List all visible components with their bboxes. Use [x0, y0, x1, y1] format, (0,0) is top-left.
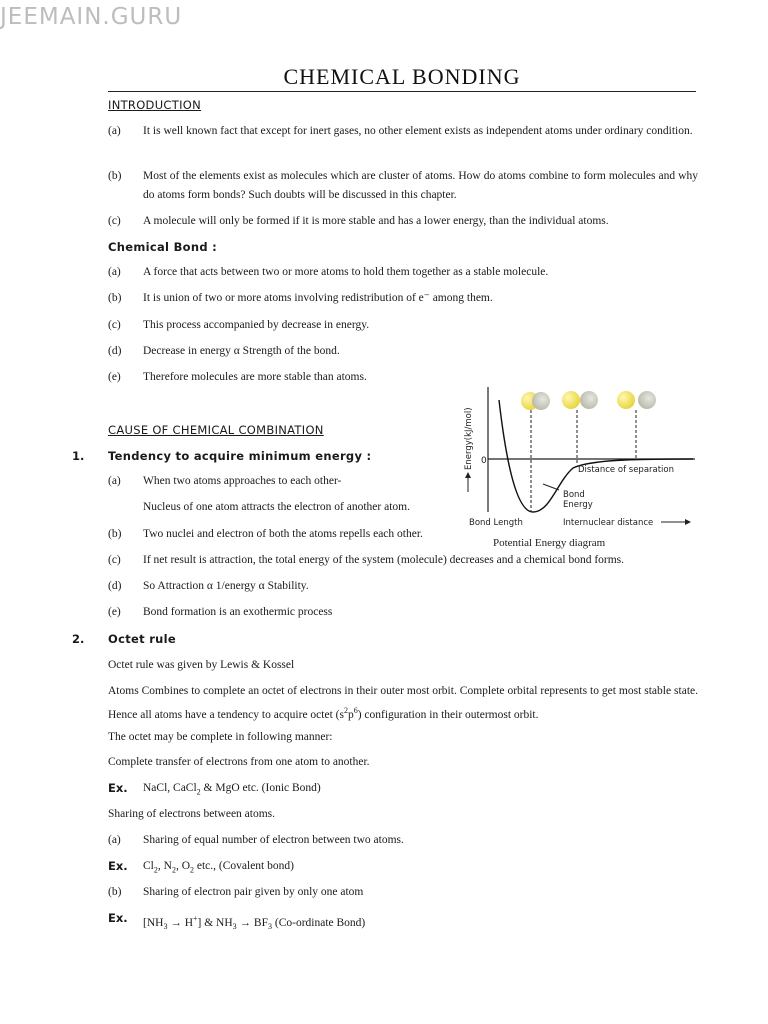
potential-energy-diagram: [455, 382, 700, 552]
bond-energy-pointer: [543, 484, 559, 490]
atom-icon: [638, 391, 656, 409]
y-axis-arrowhead-icon: [465, 472, 471, 478]
octet-paragraph: Atoms Combines to complete an octet of electrons in their outer most orbit. Complete orbital represents to get most stable state. Hence all atoms have a tendency to acquire octet $(s^2p^6)$ configuration in their outermost orbit.: [108, 685, 698, 721]
bond-item-text: A force that acts between two or more atoms to hold them together as a stable molecule.: [143, 266, 549, 278]
cause-item-text: When two atoms approaches to each other-: [143, 475, 342, 487]
energy-curve: [499, 400, 693, 512]
cause-item-text: So Attraction α 1/energy α Stability.: [143, 580, 309, 592]
example-covalent: $Cl_2$, $N_2$, $O_2$ etc., (Covalent bond): [143, 860, 294, 875]
cause-heading: CAUSE OF CHEMICAL COMBINATION: [108, 423, 324, 437]
cause-item-label: (e): [108, 606, 121, 618]
cause-item-label: (d): [108, 580, 122, 592]
intro-item-label: (c): [108, 215, 121, 227]
bond-item-text: Decrease in energy α Strength of the bond.: [143, 345, 340, 357]
cause-item-label: (a): [108, 475, 121, 487]
example-label: Ex.: [108, 911, 128, 925]
atom-icon: [562, 391, 580, 409]
bond-item-label: (e): [108, 371, 121, 383]
octet-item-text: Sharing of equal number of electron between two atoms.: [143, 834, 404, 846]
page-title: CHEMICAL BONDING: [283, 64, 521, 89]
cause-item-text: If net result is attraction, the total energy of the system (molecule) decreases and a chemical bond forms.: [143, 554, 625, 566]
watermark: JEEMAIN.GURU: [0, 4, 183, 30]
bond-item-label: (b): [108, 292, 122, 304]
point-title: Tendency to acquire minimum energy :: [108, 449, 372, 463]
chemical-bond-heading: Chemical Bond :: [108, 240, 218, 254]
example-ionic: NaCl, CaCl$_2$ & MgO etc. (Ionic Bond): [143, 782, 321, 797]
bond-energy-label-line2: Energy: [563, 500, 593, 510]
point-number: 2.: [72, 632, 85, 646]
bond-length-label: Bond Length: [469, 518, 523, 528]
bond-item-text: Therefore molecules are more stable than atoms.: [143, 371, 367, 383]
cause-item-text: Bond formation is an exothermic process: [143, 606, 333, 618]
distance-label: Distance of separation: [578, 465, 675, 475]
intro-item-label: (a): [108, 125, 121, 137]
bond-item-label: (d): [108, 345, 122, 357]
zero-label: 0: [481, 456, 487, 466]
bond-item-text: This process accompanied by decrease in energy.: [143, 319, 370, 331]
point-number: 1.: [72, 449, 85, 463]
octet-given-by: Octet rule was given by Lewis & Kossel: [108, 659, 295, 671]
atom-icon: [617, 391, 635, 409]
point-title: Octet rule: [108, 632, 176, 646]
bond-item-label: (c): [108, 319, 121, 331]
atom-icon: [532, 392, 550, 410]
internuclear-label: Internuclear distance: [563, 518, 654, 528]
octet-transfer: Complete transfer of electrons from one atom to another.: [108, 756, 370, 768]
cause-item-text: Nucleus of one atom attracts the electron of another atom.: [143, 501, 410, 513]
atom-icon: [580, 391, 598, 409]
introduction-heading: INTRODUCTION: [108, 98, 202, 112]
example-label: Ex.: [108, 859, 128, 873]
octet-item-text: Sharing of electron pair given by only one atom: [143, 886, 364, 898]
example-label: Ex.: [108, 781, 128, 795]
y-axis-label: Energy(kJ/mol): [464, 407, 474, 470]
intro-item-label: (b): [108, 170, 122, 182]
intro-item-text: Most of the elements exist as molecules which are cluster of atoms. How do atoms combine to form molecules and why do atoms form bonds? Such doubts will be discussed in this chapter.: [143, 170, 698, 201]
cause-item-text: Two nuclei and electron of both the atoms repells each other.: [143, 528, 423, 540]
octet-item-label: (a): [108, 834, 121, 846]
octet-sharing: Sharing of electrons between atoms.: [108, 808, 276, 820]
x-axis-arrowhead-icon: [685, 519, 691, 525]
octet-item-label: (b): [108, 886, 122, 898]
intro-item-text: It is well known fact that except for inert gases, no other element exists as independent atoms under ordinary condition.: [143, 125, 693, 137]
octet-manner: The octet may be complete in following manner:: [108, 731, 333, 743]
intro-item-text: A molecule will only be formed if it is more stable and has a lower energy, than the individual atoms.: [143, 215, 609, 227]
bond-item-text: It is union of two or more atoms involving redistribution of e⁻ among them.: [143, 292, 493, 304]
bond-item-label: (a): [108, 266, 121, 278]
bond-energy-label: Bond Energy: [563, 490, 593, 510]
example-coordinate: $[NH_3 \to H^+]$ & $NH_3 \to BF_3$ (Co-ordinate Bond): [143, 914, 366, 932]
title-divider: [108, 91, 696, 92]
diagram-caption: Potential Energy diagram: [493, 537, 606, 549]
cause-item-label: (c): [108, 554, 121, 566]
cause-item-label: (b): [108, 528, 122, 540]
